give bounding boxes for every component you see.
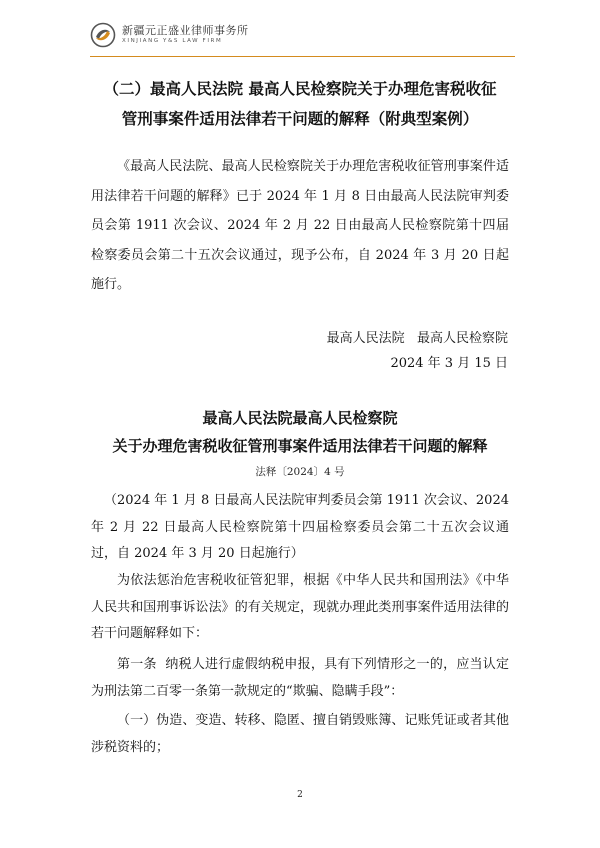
firm-logo-icon xyxy=(90,22,116,48)
issue-date: 2024 年 3 月 15 日 xyxy=(390,356,508,371)
page-number: 2 xyxy=(297,790,303,800)
firm-name-cn: 新疆元正盛业律师事务所 xyxy=(122,24,249,38)
signatory: 最高人民法院 最高人民检察院 xyxy=(326,331,508,346)
document-number: 法释〔2024〕4 号 xyxy=(255,466,345,478)
document-title-line-1: 最高人民法院最高人民检察院 xyxy=(202,409,398,427)
document-title xyxy=(80,404,520,460)
document-title-line-2: 关于办理危害税收征管刑事案件适用法律若干问题的解释 xyxy=(112,437,488,455)
section-title-line-1: （二）最高人民法院 最高人民检察院关于办理危害税收征 xyxy=(103,80,497,98)
intro-paragraph: 《最高人民法院、最高人民检察院关于办理危害税收征管刑事案件适用法律若干问题的解释》已于 2024 年 1 月 8 日由最高人民法院审判委员会第 1911 次会议、2024 年 2 月 22 日由最高人民检察院第十四届检察委员会第二十五次会议通过，现予公布，自 2024 年 3 月 20 日起施行。 xyxy=(91,159,509,292)
adoption-note: （2024 年 1 月 8 日最高人民法院审判委员会第 1911 次会议、2024 年 2 月 22 日最高人民检察院第十四届检察委员会第二十五次会议通过，自 2024 年 3 月 20 日起施行） xyxy=(91,493,509,561)
article-1: 第一条 纳税人进行虚假纳税申报，具有下列情形之一的，应当认定为刑法第二百零一条第一款规定的“欺骗、隐瞒手段”： xyxy=(91,657,509,699)
firm-name-en: XINJIANG Y&S LAW FIRM xyxy=(122,38,223,45)
section-title xyxy=(80,74,520,134)
article-1-item-1: （一）伪造、变造、转移、隐匿、擅自销毁账簿、记账凭证或者其他涉税资料的； xyxy=(91,713,509,755)
header-divider xyxy=(90,56,515,57)
section-title-line-2: 管刑事案件适用法律若干问题的解释（附典型案例） xyxy=(121,110,479,128)
purpose-paragraph: 为依法惩治危害税收征管犯罪，根据《中华人民共和国刑法》《中华人民共和国刑事诉讼法》的有关规定，现就办理此类刑事案件适用法律的若干问题解释如下： xyxy=(91,573,509,641)
letterhead xyxy=(90,18,249,52)
firm-name xyxy=(122,25,249,45)
